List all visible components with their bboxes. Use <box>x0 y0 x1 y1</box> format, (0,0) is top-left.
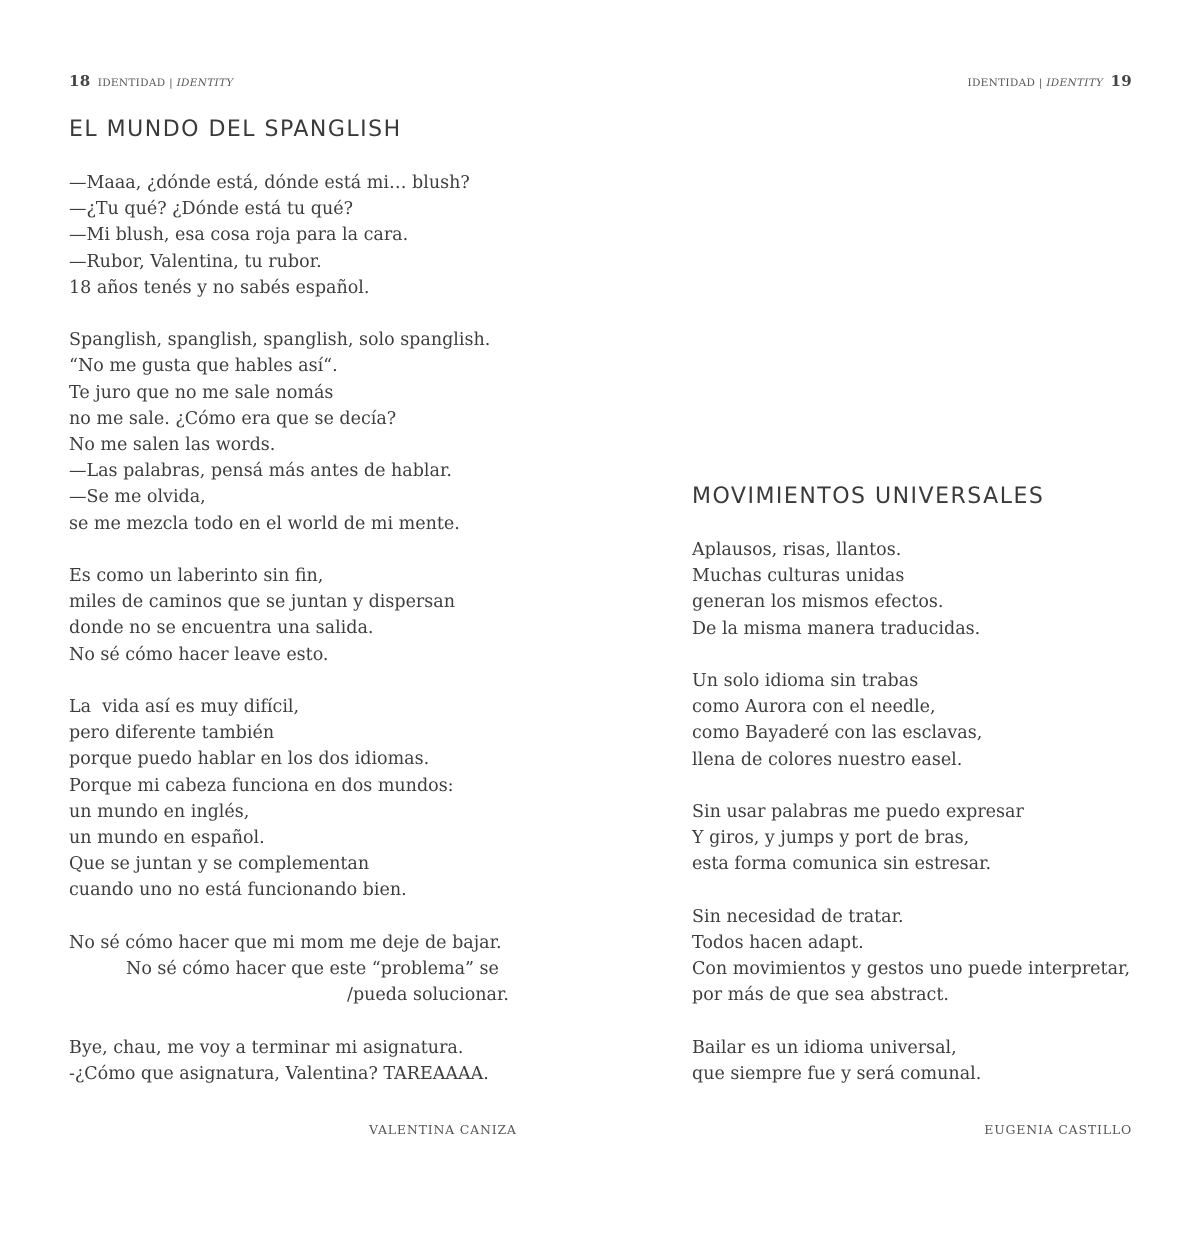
poem-line: Porque mi cabeza funciona en dos mundos: <box>69 775 454 796</box>
poem-line: —Se me olvida, <box>69 487 206 508</box>
poem-line: esta forma comunica sin estresar. <box>692 854 992 875</box>
poem-body <box>69 170 509 1087</box>
poem-line: Con movimientos y gestos uno puede interpretar, <box>692 959 1131 980</box>
page-header-right <box>968 72 1132 90</box>
section-title-english: IDENTITY <box>1046 77 1104 89</box>
stanza <box>69 930 509 1009</box>
poem-line: un mundo en inglés, <box>69 801 250 822</box>
poem-line: Sin necesidad de tratar. <box>692 906 904 927</box>
poem-line: porque puedo hablar en los dos idiomas. <box>69 749 430 770</box>
poem-line: generan los mismos efectos. <box>692 592 944 613</box>
stanza <box>692 537 1132 642</box>
poem-line: —Maaa, ¿dónde está, dónde está mi… blush? <box>69 173 470 193</box>
stanza <box>692 1035 1132 1087</box>
poem-line: Y giros, y jumps y port de bras, <box>692 828 970 849</box>
page-number: 18 <box>69 72 91 90</box>
poem-line: Bye, chau, me voy a terminar mi asignatura. <box>69 1037 464 1058</box>
poem-line: Todos hacen adapt. <box>692 933 864 953</box>
poem-line: Un solo idioma sin trabas <box>692 671 919 691</box>
stanza <box>69 170 509 301</box>
stanza <box>69 563 509 668</box>
poem-line: —¿Tu qué? ¿Dónde está tu qué? <box>69 199 353 220</box>
poem-line: donde no se encuentra una salida. <box>69 618 374 639</box>
author-name: VALENTINA CANIZA <box>369 1122 517 1137</box>
poem-line: por más de que sea abstract. <box>692 985 949 1006</box>
page-number: 19 <box>1110 72 1132 90</box>
poem-line: un mundo en español. <box>69 828 265 849</box>
poem-line: pero diferente también <box>69 723 275 744</box>
poem-line: que siempre fue y será comunal. <box>692 1064 982 1084</box>
poem-line: se me mezcla todo en el world de mi mente. <box>69 513 460 534</box>
poem-line: —Rubor, Valentina, tu rubor. <box>69 251 322 272</box>
stanza <box>692 668 1132 773</box>
poem-line: —Las palabras, pensá más antes de hablar. <box>69 461 452 482</box>
poem-line: No me salen las words. <box>69 435 276 456</box>
poem-line: como Bayaderé con las esclavas, <box>692 723 983 744</box>
poem-line: miles de caminos que se juntan y dispersan <box>69 592 455 613</box>
section-title: IDENTIDAD | <box>967 77 1047 89</box>
stanza <box>69 327 509 537</box>
poem-line: —Mi blush, esa cosa roja para la cara. <box>69 225 409 246</box>
poem-line: “No me gusta que hables así“. <box>69 356 338 377</box>
stanza <box>69 1035 509 1087</box>
poem-title: MOVIMIENTOS UNIVERSALES <box>692 484 1045 509</box>
poem-line: Que se juntan y se complementan <box>69 854 370 875</box>
poem-line: De la misma manera traducidas. <box>692 618 981 639</box>
poem-line: cuando uno no está funcionando bien. <box>69 880 407 901</box>
poem-line: No sé cómo hacer leave esto. <box>69 644 329 665</box>
poem-title: EL MUNDO DEL SPANGLISH <box>69 117 402 142</box>
poem-line: /pueda solucionar. <box>347 985 509 1006</box>
poem-line: llena de colores nuestro easel. <box>692 749 963 770</box>
section-title-english: IDENTITY <box>176 77 234 89</box>
stanza <box>692 904 1132 1009</box>
poem-line: Muchas culturas unidas <box>692 566 905 587</box>
poem-line: Bailar es un idioma universal, <box>692 1037 957 1058</box>
poem-line: -¿Cómo que asignatura, Valentina? TAREAAAA. <box>69 1063 489 1084</box>
stanza <box>69 694 509 904</box>
poem-line: No sé cómo hacer que este “problema” se <box>126 959 499 980</box>
poem-body <box>692 537 1132 1087</box>
page-header-left <box>69 72 233 90</box>
poem-line: Sin usar palabras me puedo expresar <box>692 802 1024 822</box>
stanza <box>692 799 1132 878</box>
poem-line: Aplausos, risas, llantos. <box>692 540 902 560</box>
poem-line: La vida así es muy difícil, <box>69 697 300 718</box>
author-name: EUGENIA CASTILLO <box>984 1122 1132 1137</box>
poem-line: Te juro que no me sale nomás <box>69 382 334 403</box>
poem-line: como Aurora con el needle, <box>692 697 936 718</box>
poem-line: No sé cómo hacer que mi mom me deje de bajar. <box>69 932 502 953</box>
poem-line: no me sale. ¿Cómo era que se decía? <box>69 408 397 429</box>
poem-line: Spanglish, spanglish, spanglish, solo spanglish. <box>69 330 491 351</box>
section-title: IDENTIDAD | <box>97 77 177 89</box>
poem-line: Es como un laberinto sin fin, <box>69 566 324 587</box>
poem-line: 18 años tenés y no sabés español. <box>69 277 370 298</box>
